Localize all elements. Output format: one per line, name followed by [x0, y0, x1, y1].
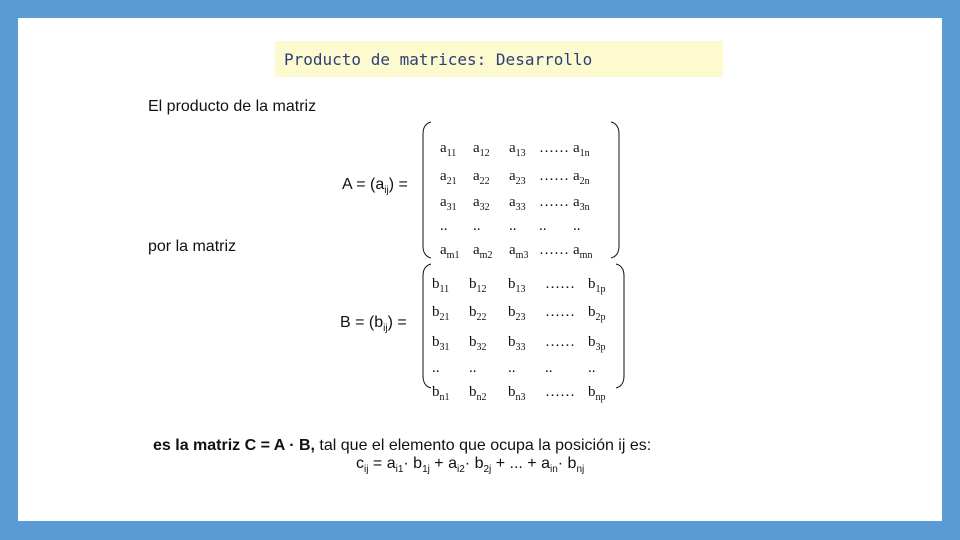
matrix-a-cell-2-5: $a_{2n}$: [573, 168, 590, 187]
matrix-a-lhs-end: ) =: [388, 176, 408, 193]
conclusion-line-1: [153, 437, 853, 455]
matrix-a-cell-4-3: ..: [509, 218, 517, 234]
matrix-a-cell-3-5: $a_{3n}$: [573, 194, 590, 213]
matrix-b-lhs-end: ) =: [387, 314, 407, 331]
matrix-a-right-bracket: [609, 120, 621, 260]
matrix-b-cell-2-5: $b_{2p}$: [588, 304, 606, 323]
matrix-b-cell-3-2: $b_{32}$: [469, 334, 487, 353]
matrix-a-cell-2-1: $a_{21}$: [440, 168, 457, 187]
matrix-a-cell-4-5: ..: [573, 218, 581, 234]
matrix-a-cell-1-5: $a_{1n}$: [573, 140, 590, 159]
matrix-b-cell-2-3: $b_{23}$: [508, 304, 526, 323]
matrix-b-cell-4-2: ..: [469, 360, 477, 376]
matrix-b-cell-1-2: $b_{12}$: [469, 276, 487, 295]
formula-dot2: · b: [464, 455, 484, 472]
matrix-b-cell-2-1: $b_{21}$: [432, 304, 450, 323]
matrix-b-cell-1-5: $b_{1p}$: [588, 276, 606, 295]
formula-eq: = a: [368, 455, 396, 472]
matrix-a-cell-4-2: ..: [473, 218, 481, 234]
matrix-b-cell-5-4: ……: [545, 384, 575, 400]
formula-a2-sub: i2: [457, 464, 465, 476]
matrix-a-cell-1-2: $a_{12}$: [473, 140, 490, 159]
matrix-b-lhs: B = (b: [340, 314, 384, 331]
matrix-b-label: [340, 314, 407, 334]
matrix-a-cell-5-2: $a_{m2}$: [473, 242, 493, 261]
matrix-a-cell-1-3: $a_{13}$: [509, 140, 526, 159]
matrix-b-cell-3-5: $b_{3p}$: [588, 334, 606, 353]
formula-dot1: · b: [403, 455, 423, 472]
matrix-b-cell-3-1: $b_{31}$: [432, 334, 450, 353]
matrix-a-cell-5-4: ……: [539, 242, 569, 258]
matrix-b-cell-1-3: $b_{13}$: [508, 276, 526, 295]
matrix-a-cell-2-3: $a_{23}$: [509, 168, 526, 187]
matrix-a-label: [342, 176, 408, 196]
matrix-a-cell-1-1: $a_{11}$: [440, 140, 457, 159]
matrix-b-cell-4-1: ..: [432, 360, 440, 376]
matrix-b: [421, 256, 621, 406]
por-text: por la matriz: [148, 238, 237, 255]
formula-bn-sub: nj: [576, 464, 585, 476]
title-box: [275, 41, 723, 77]
formula-b2-sub: 2j: [483, 464, 492, 476]
matrix-b-cell-1-4: ……: [545, 276, 575, 292]
matrix-a-cell-3-4: ……: [539, 194, 569, 210]
formula-plus2: + ... + a: [491, 455, 550, 472]
matrix-a-cell-1-4: ……: [539, 140, 569, 156]
matrix-a-cell-5-5: $a_{mn}$: [573, 242, 593, 261]
matrix-b-cell-1-1: $b_{11}$: [432, 276, 450, 295]
conclusion-rest: tal que el elemento que ocupa la posición ij es:: [314, 437, 652, 454]
matrix-b-cell-2-4: ……: [545, 304, 575, 320]
matrix-a-cell-2-4: ……: [539, 168, 569, 184]
conclusion-bold: es la matriz C = A · B,: [153, 437, 315, 454]
formula-b1-sub: 1j: [422, 464, 430, 476]
slide: [18, 18, 942, 521]
formula-line: [153, 455, 853, 479]
matrix-a-lhs: A = (a: [342, 176, 385, 193]
matrix-b-cell-3-3: $b_{33}$: [508, 334, 526, 353]
matrix-a-cell-4-4: ..: [539, 218, 547, 234]
formula-c: c: [356, 455, 364, 472]
matrix-b-cell-5-2: $b_{n2}$: [469, 384, 487, 403]
matrix-a-cell-3-2: $a_{32}$: [473, 194, 490, 213]
matrix-b-cell-5-3: $b_{n3}$: [508, 384, 526, 403]
formula-c-sub: ij: [364, 464, 369, 476]
page-title: Producto de matrices: Desarrollo: [284, 49, 593, 69]
matrix-a-lhs-sub: ij: [384, 185, 389, 197]
matrix-a-cell-4-1: ..: [440, 218, 448, 234]
matrix-a-cell-5-3: $a_{m3}$: [509, 242, 529, 261]
matrix-b-cell-4-5: ..: [588, 360, 596, 376]
formula-a1-sub: i1: [395, 464, 404, 476]
matrix-b-cell-3-4: ……: [545, 334, 575, 350]
conclusion: [153, 437, 853, 479]
intro-text: El producto de la matriz: [148, 98, 317, 115]
formula-an-sub: in: [549, 464, 558, 476]
matrix-b-cell-2-2: $b_{22}$: [469, 304, 487, 323]
matrix-b-right-bracket: [614, 262, 626, 390]
matrix-b-lhs-sub: ij: [383, 323, 388, 335]
matrix-a-cell-5-1: $a_{m1}$: [440, 242, 460, 261]
formula-plus1: + a: [429, 455, 457, 472]
formula-dot3: · b: [557, 455, 577, 472]
matrix-a: [421, 120, 621, 260]
matrix-b-cell-5-1: $b_{n1}$: [432, 384, 450, 403]
matrix-b-cell-5-5: $b_{np}$: [588, 384, 606, 403]
matrix-a-cell-3-1: $a_{31}$: [440, 194, 457, 213]
matrix-b-cell-4-4: ..: [545, 360, 553, 376]
matrix-a-cell-3-3: $a_{33}$: [509, 194, 526, 213]
matrix-a-left-bracket: [421, 120, 433, 260]
matrix-b-cell-4-3: ..: [508, 360, 516, 376]
matrix-a-cell-2-2: $a_{22}$: [473, 168, 490, 187]
